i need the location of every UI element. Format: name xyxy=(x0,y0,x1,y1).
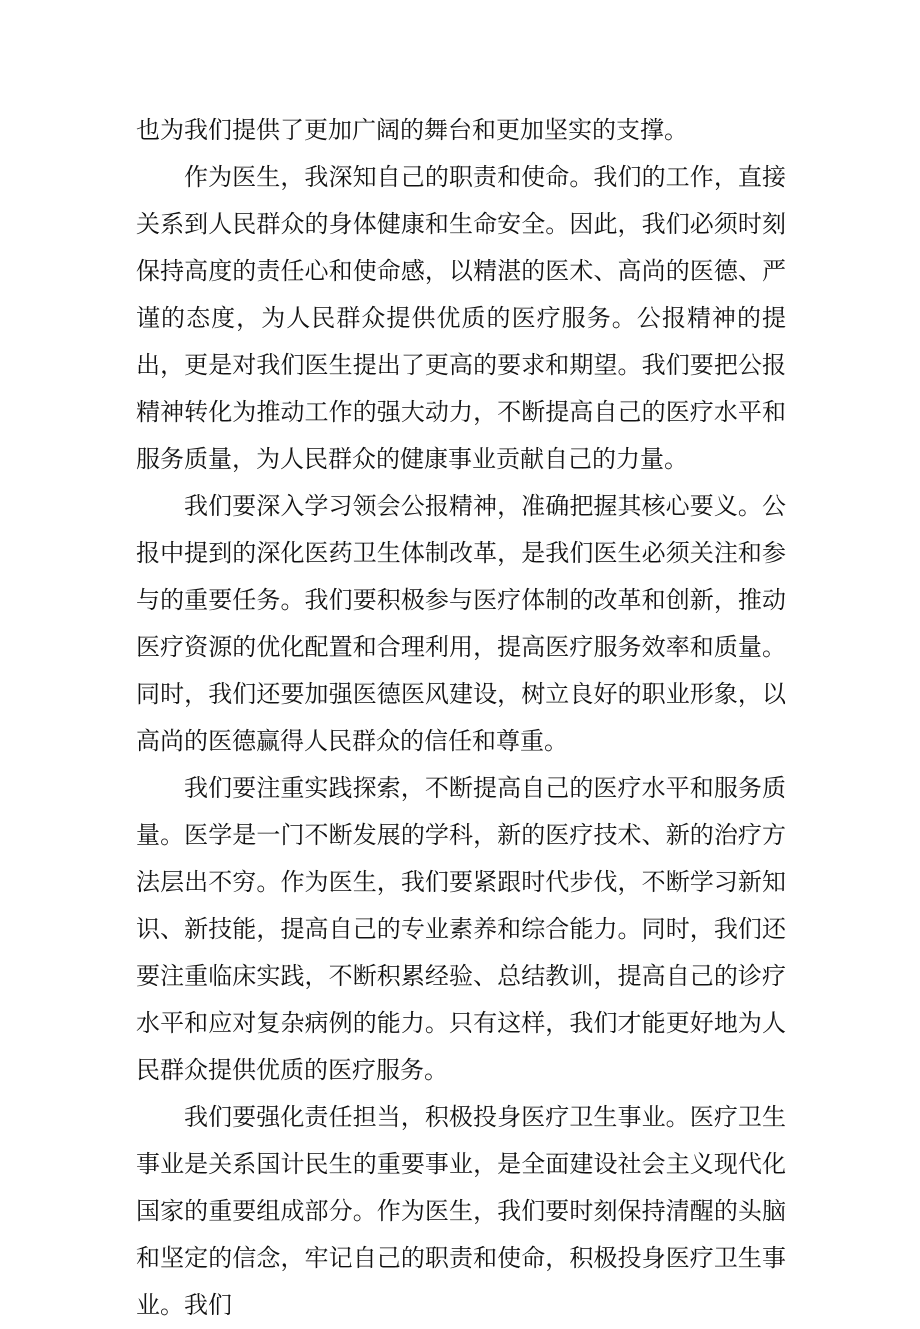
paragraph-5: 我们要强化责任担当，积极投身医疗卫生事业。医疗卫生事业是关系国计民生的重要事业，是全面建设社会主义现代化国家的重要组成部分。作为医生，我们要时刻保持清醒的头脑和坚定的信念，牢记自己的职责和使命，积极投身医疗卫生事业。我们 xyxy=(136,1103,786,1319)
paragraph-3: 我们要深入学习领会公报精神，准确把握其核心要义。公报中提到的深化医药卫生体制改革，是我们医生必须关注和参与的重要任务。我们要积极参与医疗体制的改革和创新，推动医疗资源的优化配置和合理利用，提高医疗服务效率和质量。同时，我们还要加强医德医风建设，树立良好的职业形象，以高尚的医德赢得人民群众的信任和尊重。 xyxy=(136,492,786,755)
paragraph-4: 我们要注重实践探索，不断提高自己的医疗水平和服务质量。医学是一门不断发展的学科，新的医疗技术、新的治疗方法层出不穷。作为医生，我们要紧跟时代步伐，不断学习新知识、新技能，提高自己的专业素养和综合能力。同时，我们还要注重临床实践，不断积累经验、总结教训，提高自己的诊疗水平和应对复杂病例的能力。只有这样，我们才能更好地为人民群众提供优质的医疗服务。 xyxy=(136,774,786,1084)
paragraph-1: 也为我们提供了更加广阔的舞台和更加坚实的支撑。 xyxy=(136,116,688,144)
document-body xyxy=(136,107,786,1329)
paragraph-2: 作为医生，我深知自己的职责和使命。我们的工作，直接关系到人民群众的身体健康和生命安全。因此，我们必须时刻保持高度的责任心和使命感，以精湛的医术、高尚的医德、严谨的态度，为人民群众提供优质的医疗服务。公报精神的提出，更是对我们医生提出了更高的要求和期望。我们要把公报精神转化为推动工作的强大动力，不断提高自己的医疗水平和服务质量，为人民群众的健康事业贡献自己的力量。 xyxy=(136,163,786,473)
